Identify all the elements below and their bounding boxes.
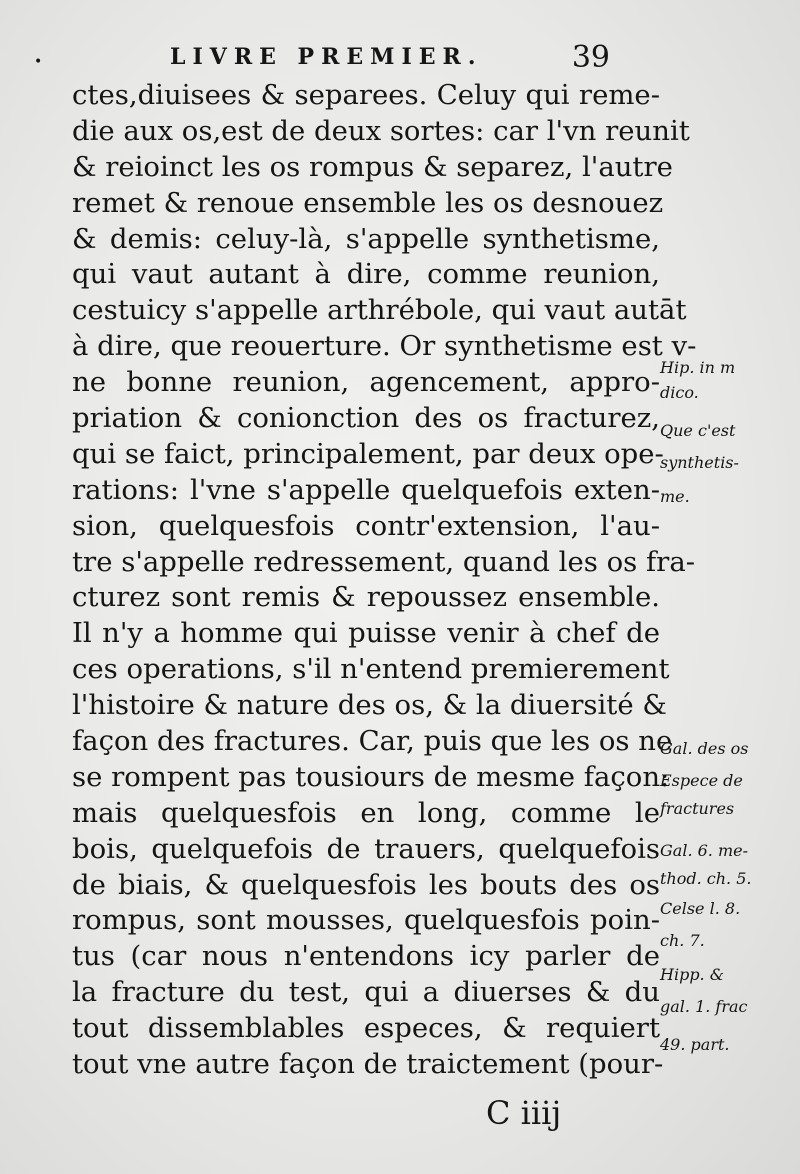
text-line: ne bonne reunion, agencement, appro- (72, 366, 660, 399)
text-line: priation & conionction des os fracturez, (72, 402, 660, 435)
margin-note: Gal. des os (660, 739, 749, 758)
corner-mark: • (34, 54, 43, 70)
text-line: tout vne autre façon de traictement (pour- (72, 1048, 664, 1081)
text-line: die aux os,est de deux sortes: car l'vn reunit (72, 114, 690, 147)
text-line: qui se faict, principalement, par deux ope- (72, 437, 664, 470)
text-line: la fracture du test, qui a diuerses & du (72, 976, 660, 1009)
text-line: à dire, que reouerture. Or synthetisme est v- (72, 330, 697, 363)
text-line: rompus, sont mousses, quelquesfois poin- (72, 904, 660, 937)
margin-note: 49. part. (660, 1035, 730, 1054)
page-header (170, 42, 610, 76)
text-line: Il n'y a homme qui puisse venir à chef de (72, 617, 660, 650)
text-line: de biais, & quelquesfois les bouts des os (72, 868, 660, 901)
text-line: ctes,diuisees & separees. Celuy qui reme- (72, 79, 660, 111)
margin-note: Que c'est (660, 421, 736, 440)
text-line: bois, quelquefois de trauers, quelquefois (72, 832, 660, 865)
text-line: ces operations, s'il n'entend premierement (72, 653, 670, 686)
text-line: tout dissemblables especes, & requiert (72, 1012, 660, 1045)
margin-note: fractures (660, 799, 735, 818)
text-line: rations: l'vne s'appelle quelquefois exten- (72, 473, 660, 506)
text-line: sion, quelquesfois contr'extension, l'au- (72, 509, 660, 542)
margin-note: synthetis- (660, 453, 739, 472)
margin-note: Hipp. & (660, 965, 724, 984)
margin-note: Espece de (660, 771, 743, 790)
margin-note: thod. ch. 5. (660, 869, 752, 888)
text-line: cturez sont remis & repoussez ensemble. (72, 581, 660, 614)
text-line: & reioinct les os rompus & separez, l'autre (72, 150, 673, 183)
margin-note: me. (660, 487, 690, 506)
margin-note: dico. (660, 383, 699, 402)
margin-note: Celse l. 8. (660, 899, 741, 918)
text-line: tus (car nous n'entendons icy parler de (72, 940, 660, 973)
text-line: l'histoire & nature des os, & la diuersité & (72, 689, 667, 722)
text-line: se rompent pas tousiours de mesme façon: (72, 760, 670, 793)
margin-note: gal. 1. frac (660, 997, 748, 1016)
signature-mark: C iiij (486, 1094, 562, 1132)
text-line: mais quelquesfois en long, comme le (72, 796, 660, 829)
page-number: 39 (571, 40, 610, 75)
margin-note: ch. 7. (660, 931, 705, 950)
text-line: & demis: celuy-là, s'appelle synthetisme, (72, 222, 660, 255)
running-title: LIVRE PREMIER. (170, 44, 483, 70)
text-line: cestuicy s'appelle arthrébole, qui vaut autāt (72, 294, 687, 327)
margin-note: Gal. 6. me- (660, 841, 749, 860)
text-line: qui vaut autant à dire, comme reunion, (72, 258, 660, 291)
margin-note: Hip. in m (660, 358, 736, 377)
text-line: façon des fractures. Car, puis que les os ne (72, 725, 673, 758)
text-line: remet & renoue ensemble les os desnouez (72, 186, 664, 219)
text-line: tre s'appelle redressement, quand les os fra- (72, 545, 696, 578)
